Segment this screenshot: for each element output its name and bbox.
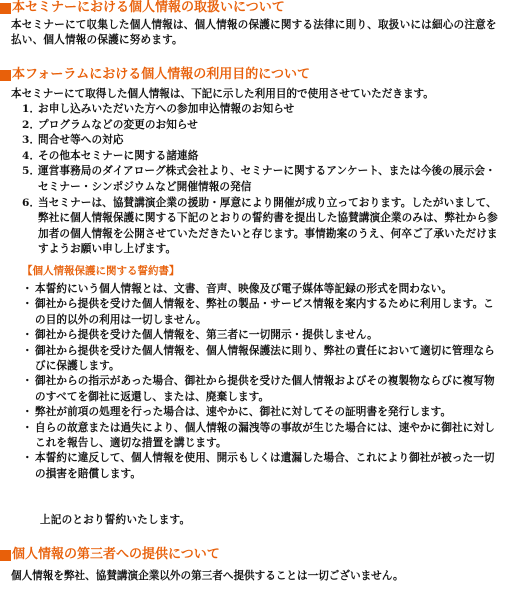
purpose-item: [22, 196, 500, 258]
purpose-text: お申し込みいただいた方への参加申込情報のお知らせ: [38, 103, 295, 115]
purpose-number: 4．: [22, 149, 41, 162]
pledge-item: [22, 374, 500, 405]
pledge-text: 御社から提供を受けた個人情報を、個人情報保護法に則り、弊社の責任において適切に管理ならびに保護します。: [35, 344, 495, 373]
purpose-text: その他本セミナーに関する諸連絡: [38, 149, 199, 162]
purpose-text: 問合せ等への対応: [38, 134, 124, 147]
bullet-icon: ・: [22, 344, 33, 357]
bullet-icon: ・: [22, 329, 33, 342]
purpose-text: プログラムなどの変更のお知らせ: [38, 118, 198, 131]
pledge-item: [22, 297, 500, 328]
purpose-number: 3．: [22, 134, 41, 147]
section3-body: 個人情報を弊社、協賛講演企業以外の第三者へ提供することは一切ございません。: [11, 570, 404, 582]
pledge-text: 本誓約に違反して、個人情報を使用、開示もしくは遺漏した場合、これにより御社が被った一切の損害を賠償します。: [35, 452, 495, 480]
purpose-number: 2．: [22, 118, 41, 131]
bullet-icon: ・: [22, 452, 33, 465]
heading-square-icon: [0, 70, 11, 81]
purpose-item: [22, 149, 500, 165]
purpose-item: [22, 164, 500, 195]
pledge-text: 御社から提供を受けた個人情報を、弊社の製品・サービス情報を案内するために利用します。この目的以外の利用は一切しません。: [35, 298, 494, 326]
section2-intro: 本セミナーにて取得した個人情報は、下記に示した利用目的で使用させていただきます。: [11, 88, 434, 100]
pledge-item: [22, 328, 500, 343]
pledge-closing: 上記のとおり誓約いたします。: [40, 514, 191, 526]
section1-heading: [0, 0, 285, 16]
pledge-text: 御社から提供を受けた個人情報を、第三者に一切開示・提供しません。: [35, 329, 378, 342]
pledge-item: [22, 405, 500, 420]
purpose-number: 1．: [22, 103, 41, 115]
bullet-icon: ・: [22, 375, 33, 388]
section3-heading: [0, 547, 220, 563]
pledge-item: [22, 344, 500, 375]
pledge-text: 自らの故意または過失により、個人情報の漏洩等の事故が生じた場合には、速やかに御社に対しこれを報告し、適切な措置を講じます。: [35, 421, 495, 450]
purpose-item: [22, 118, 500, 134]
purpose-number: 6．: [22, 196, 41, 209]
purpose-item: [22, 102, 500, 118]
section2-heading-text: 本フォーラムにおける個人情報の利用目的について: [12, 67, 310, 82]
pledge-list: [22, 282, 500, 482]
heading-square-icon: [0, 550, 11, 561]
purpose-number: 5．: [22, 165, 41, 178]
bullet-icon: ・: [22, 421, 33, 434]
purpose-item: [22, 133, 500, 149]
bullet-icon: ・: [22, 406, 33, 419]
section1-body: 本セミナーにて収集した個人情報は、個人情報の保護に関する法律に則り、取扱いには細心の注意を払い、個人情報の保護に努めます。: [11, 19, 497, 46]
bullet-icon: ・: [22, 298, 33, 311]
pledge-text: 本誓約にいう個人情報とは、文書、音声、映像及び電子媒体等記録の形式を問わない。: [35, 283, 453, 295]
pledge-item: [22, 421, 500, 452]
section2-heading: [0, 67, 310, 83]
bullet-icon: ・: [22, 283, 33, 295]
section3-heading-text: 個人情報の第三者への提供について: [12, 547, 220, 562]
pledge-item: [22, 282, 500, 297]
purpose-list: [22, 102, 500, 258]
section1-heading-text: 本セミナーにおける個人情報の取扱いについて: [12, 0, 285, 15]
pledge-item: [22, 451, 500, 482]
pledge-heading: 【個人情報保護に関する誓約書】: [22, 265, 180, 277]
purpose-text: 当セミナーは、協賛講演企業の援助・厚意により開催が成り立っております。したがいまして、弊社に個人情報保護に関する下記のとおりの誓約書を提出した協賛講演企業のみは、弊社から参加者の個人情報を公開させていただきたいと存じます。事情勘案のうえ、何卒ご了承いただけますようお願い申し上げます。: [38, 196, 498, 256]
heading-square-icon: [0, 3, 11, 14]
pledge-text: 弊社が前項の処理を行った場合は、速やかに、御社に対してその証明書を発行します。: [35, 406, 452, 419]
pledge-text: 御社からの指示があった場合、御社から提供を受けた個人情報およびその複製物ならびに複写物のすべてを御社に返還し、または、廃棄します。: [35, 375, 495, 403]
purpose-text: 運営事務局のダイアローグ株式会社より、セミナーに関するアンケート、または今後の展示会・セミナー・シンポジウムなど開催情報の発信: [38, 165, 496, 193]
